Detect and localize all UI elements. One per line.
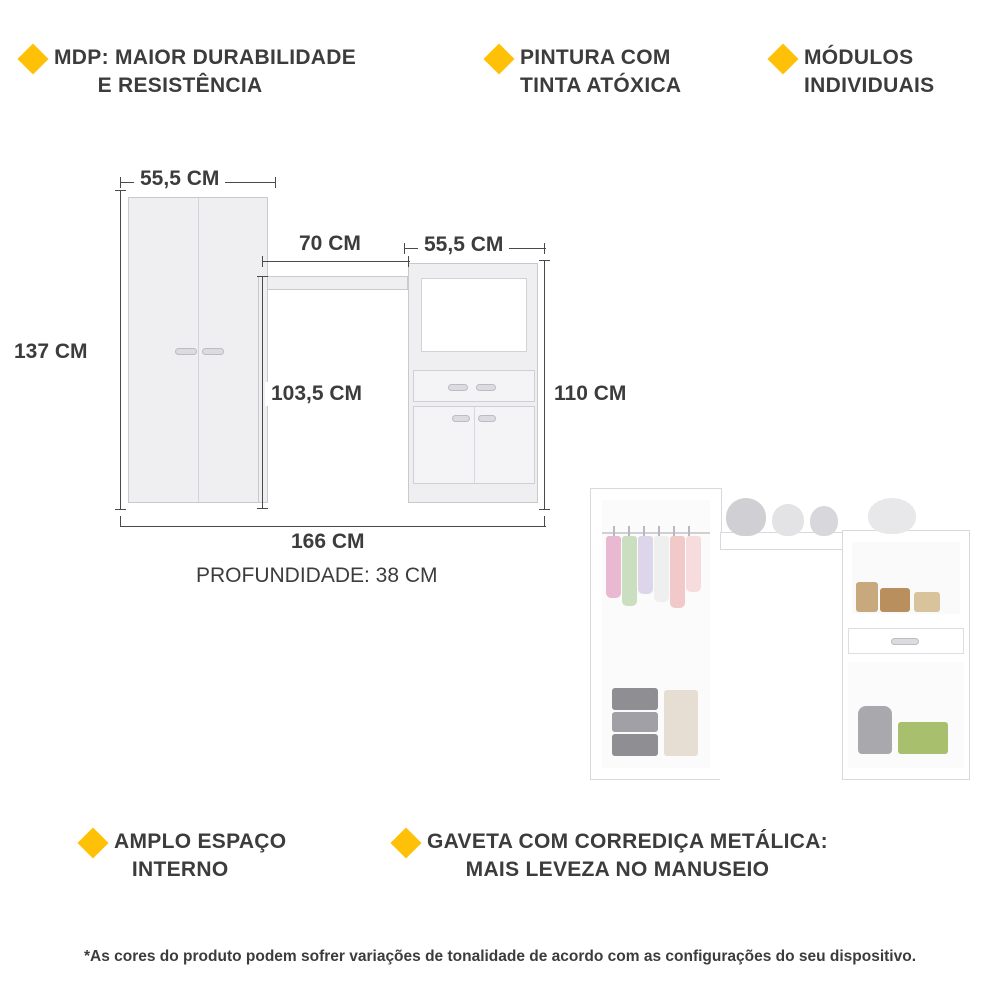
right-doors-split [474,407,475,483]
feature-modulos-line2: INDIVIDUAIS [804,74,935,98]
door-handle-left [452,415,470,422]
right-module [408,263,538,503]
storage-bin [612,688,658,710]
hanging-garment [670,536,685,608]
plush-bear [772,504,804,536]
feature-mdp [22,44,462,101]
storage-bin [612,734,658,756]
drawer-handle-left [448,384,468,391]
right-module-open-shelf [421,278,527,352]
tick [539,509,550,510]
drawer-handle-right [476,384,496,391]
feature-espaco [82,828,362,885]
tick [539,260,550,261]
feature-gaveta [395,828,955,885]
diamond-icon [17,43,48,74]
feature-espaco-text [114,828,286,885]
plush-bunny [868,498,916,534]
feature-espaco-line1: AMPLO ESPAÇO [114,830,287,853]
hanging-garment [606,536,621,598]
right-module-drawer [413,370,535,402]
tick [275,177,276,188]
dim-bridge-width-label: 70 CM [293,232,367,256]
dim-bridge-width-line [262,261,410,262]
feature-espaco-line2: INTERNO [131,858,229,882]
hanging-garment [638,536,653,594]
feature-pintura-text [520,44,681,101]
dim-total-height-label: 137 CM [8,340,94,364]
feature-gaveta-text [427,828,828,885]
dim-total-width-label: 166 CM [285,530,371,554]
tick [262,256,263,267]
wardrobe-handle-left [175,348,197,355]
tick [544,516,545,527]
door-handle-right [478,415,496,422]
tick [115,190,126,191]
bridge-shelf [258,276,408,290]
feature-pintura-line2: TINTA ATÓXICA [520,74,682,98]
dim-right-height-line [544,260,545,510]
feature-gaveta-line2: MAIS LEVEZA NO MANUSEIO [465,858,770,882]
tick [120,177,121,188]
color-disclaimer: *As cores do produto podem sofrer variações de tonalidade de acordo com as configurações do seu dispositivo. [83,948,917,965]
diamond-icon [483,43,514,74]
hanging-garment [622,536,637,606]
feature-modulos [772,44,1000,101]
feature-pintura [488,44,738,101]
product-photo [580,470,990,790]
feature-pintura-line1: PINTURA COM [520,46,671,69]
wardrobe-door-split [198,198,199,502]
feature-modulos-line1: MÓDULOS [804,46,914,69]
dim-right-width-label: 55,5 CM [418,233,509,257]
tick [408,256,409,267]
dim-right-height-label: 110 CM [548,382,632,406]
tick [544,243,545,254]
feature-gaveta-line1: GAVETA COM CORREDIÇA METÁLICA: [427,830,828,853]
dim-total-width-line [120,526,546,527]
hanging-garment [686,536,701,592]
dim-total-height-line [120,190,121,510]
toy-block [856,582,878,612]
plush-dog [810,506,838,536]
storage-box-green [898,722,948,754]
tick [257,508,268,509]
backpack [858,706,892,754]
diamond-icon [390,827,421,858]
hanging-garment [654,536,669,602]
photo-drawer-handle [891,638,919,645]
feature-mdp-text [54,44,356,101]
dim-wardrobe-width-label: 55,5 CM [134,167,225,191]
storage-basket [664,690,698,756]
photo-clothes-rod [602,532,710,534]
feature-modulos-text [804,44,934,101]
right-module-doors [413,406,535,484]
tick [120,516,121,527]
photo-right-drawer [848,628,964,654]
technical-drawing [0,150,627,610]
tick [115,509,126,510]
dim-bridge-height-label: 103,5 CM [265,382,368,406]
storage-bin [612,712,658,732]
wardrobe-handle-right [202,348,224,355]
feature-mdp-line2: E RESISTÊNCIA [97,74,263,98]
toy-box [914,592,940,612]
toy-box [880,588,910,612]
depth-label: PROFUNDIDADE: 38 CM [196,564,438,587]
tick [404,243,405,254]
diamond-icon [767,43,798,74]
wardrobe-module [128,197,268,503]
plush-elephant [726,498,766,536]
feature-mdp-line1: MDP: MAIOR DURABILIDADE [54,46,357,69]
dim-bridge-height-line [262,276,263,509]
diamond-icon [77,827,108,858]
tick [257,276,268,277]
